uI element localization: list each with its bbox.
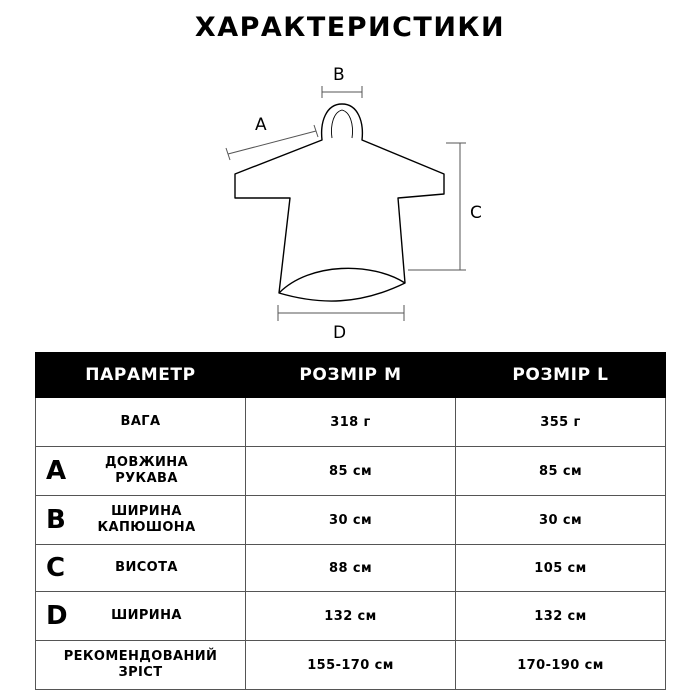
- param-cell: [36, 398, 246, 447]
- table-row: [36, 398, 666, 447]
- param-cell: [36, 496, 246, 545]
- table-row: [36, 545, 666, 592]
- dimension-b: [322, 65, 362, 98]
- param-line: ДОВЖИНА: [104, 454, 189, 470]
- param-label: [93, 455, 188, 488]
- param-line: РУКАВА: [115, 471, 178, 486]
- param-label: [64, 649, 218, 682]
- param-label: ШИРИНА: [111, 607, 182, 623]
- dimension-b-label: B: [333, 65, 345, 85]
- value-l: 132 см: [456, 592, 666, 641]
- param-line: ШИРИНА: [111, 503, 182, 519]
- spec-table: [35, 352, 666, 690]
- row-letter: A: [46, 456, 67, 486]
- param-label: [85, 504, 195, 537]
- param-line: КАПЮШОНА: [97, 520, 196, 535]
- param-line: ЗРІСТ: [118, 665, 163, 680]
- dimension-a-label: A: [255, 115, 267, 135]
- value-l: 105 см: [456, 545, 666, 592]
- table-row: [36, 447, 666, 496]
- dimension-d-label: D: [333, 323, 347, 343]
- param-line: РЕКОМЕНДОВАНИЙ: [63, 648, 218, 664]
- header-param: ПАРАМЕТР: [36, 353, 246, 398]
- table-row: [36, 496, 666, 545]
- value-l: 30 см: [456, 496, 666, 545]
- value-m: 318 г: [246, 398, 456, 447]
- dimension-a: [226, 115, 318, 160]
- value-l: 170-190 см: [456, 641, 666, 690]
- param-label: ВИСОТА: [115, 559, 178, 575]
- param-cell: [36, 545, 246, 592]
- param-cell: [36, 641, 246, 690]
- dimension-c-label: C: [470, 203, 482, 223]
- row-letter: B: [46, 505, 67, 535]
- value-m: 30 см: [246, 496, 456, 545]
- table-row: [36, 641, 666, 690]
- param-cell: [36, 592, 246, 641]
- value-m: 155-170 см: [246, 641, 456, 690]
- poncho-hem: [279, 268, 405, 293]
- table-row: [36, 592, 666, 641]
- dimension-d: [278, 305, 404, 343]
- value-l: 355 г: [456, 398, 666, 447]
- param-cell: [36, 447, 246, 496]
- table-header-row: [36, 353, 666, 398]
- header-size-m: РОЗМІР M: [246, 353, 456, 398]
- value-m: 132 см: [246, 592, 456, 641]
- value-l: 85 см: [456, 447, 666, 496]
- dimension-c: [408, 143, 482, 270]
- page-title: ХАРАКТЕРИСТИКИ: [194, 12, 506, 43]
- poncho-hood-inner: [331, 110, 352, 138]
- row-letter: D: [46, 601, 68, 631]
- row-letter: C: [46, 553, 66, 583]
- param-label: ВАГА: [120, 413, 161, 429]
- poncho-diagram: [0, 0, 700, 345]
- header-size-l: РОЗМІР L: [456, 353, 666, 398]
- value-m: 85 см: [246, 447, 456, 496]
- value-m: 88 см: [246, 545, 456, 592]
